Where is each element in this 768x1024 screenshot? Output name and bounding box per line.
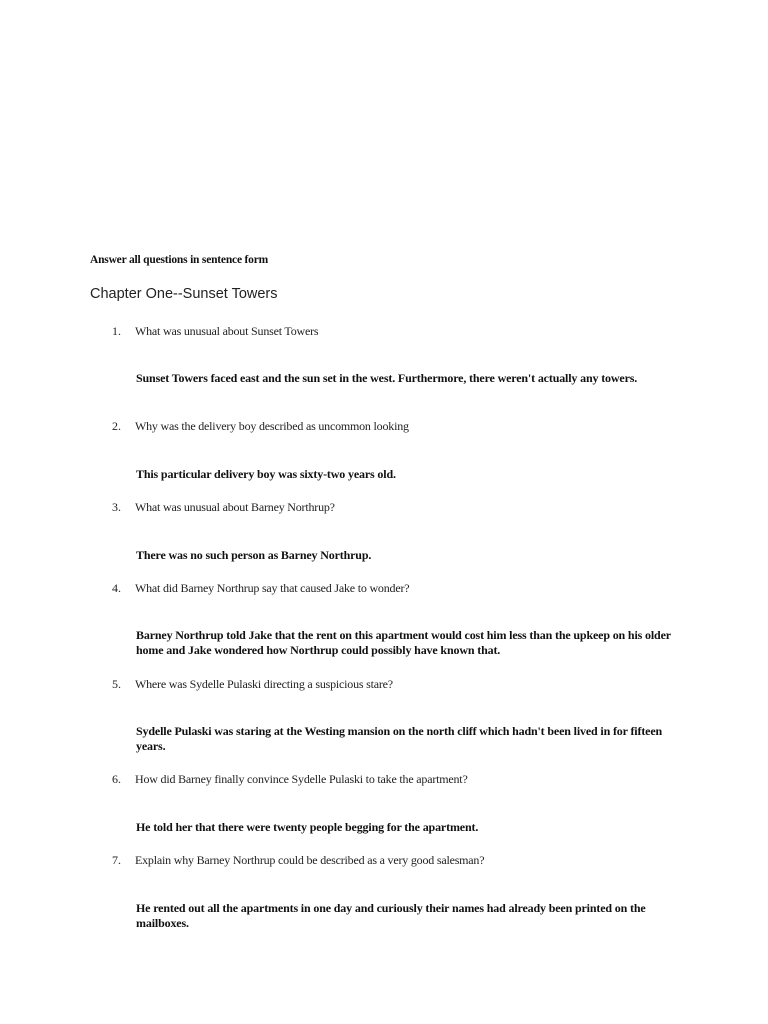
question-text: What was unusual about Barney Northrup? bbox=[135, 500, 335, 514]
question-number: 7. bbox=[112, 853, 121, 867]
question-text: Where was Sydelle Pulaski directing a suspicious stare? bbox=[135, 677, 393, 691]
answer-text: There was no such person as Barney Northrup. bbox=[136, 548, 372, 562]
answer-text: He told her that there were twenty people begging for the apartment. bbox=[136, 820, 479, 834]
question-number: 5. bbox=[112, 677, 121, 691]
answer-text: This particular delivery boy was sixty-two years old. bbox=[136, 467, 396, 481]
question-number: 3. bbox=[112, 500, 121, 514]
chapter-title: Chapter One--Sunset Towers bbox=[90, 286, 278, 302]
question-number: 1. bbox=[112, 324, 121, 338]
question-number: 2. bbox=[112, 419, 121, 433]
question-text: Why was the delivery boy described as uncommon looking bbox=[135, 419, 409, 433]
question-text: Explain why Barney Northrup could be described as a very good salesman? bbox=[135, 853, 485, 867]
question-text: What did Barney Northrup say that caused Jake to wonder? bbox=[135, 581, 410, 595]
answer-text: Sunset Towers faced east and the sun set in the west. Furthermore, there weren't actually any towers. bbox=[136, 371, 638, 385]
question-number: 4. bbox=[112, 581, 121, 595]
answer-text: Sydelle Pulaski was staring at the Westing mansion on the north cliff which hadn't been lived in for fifteen years. bbox=[136, 724, 663, 753]
question-text: How did Barney finally convince Sydelle Pulaski to take the apartment? bbox=[135, 772, 468, 786]
answer-text: Barney Northrup told Jake that the rent on this apartment would cost him less than the upkeep on his older home and Jake wondered how Northrup could possibly have known that. bbox=[136, 628, 671, 657]
instruction-text: Answer all questions in sentence form bbox=[90, 254, 268, 266]
question-number: 6. bbox=[112, 772, 121, 786]
answer-text: He rented out all the apartments in one day and curiously their names had already been printed on the mailboxes. bbox=[136, 901, 646, 930]
question-text: What was unusual about Sunset Towers bbox=[135, 324, 319, 338]
